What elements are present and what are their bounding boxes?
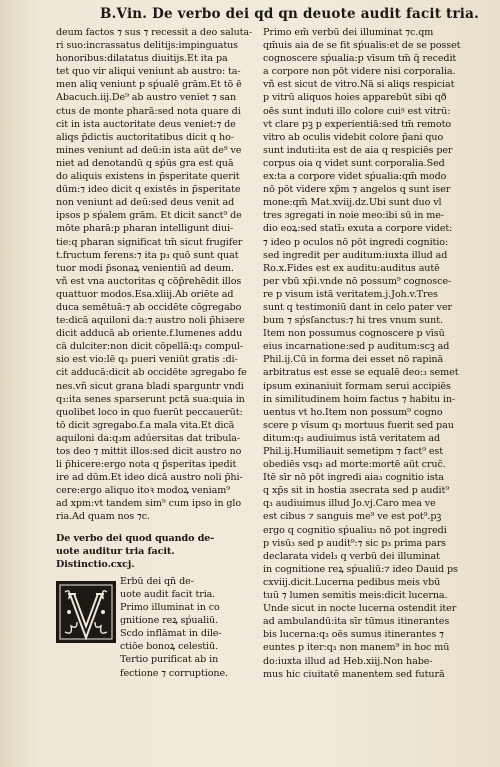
text-line: do aliquis existens in p̄speritate querit <box>56 171 240 183</box>
text-line: ctus de monte pharā:sed nota quare di <box>56 105 241 117</box>
text-line: qm̄uis aia de se fit sṕualis:et de se posset <box>263 40 461 52</box>
text-line: q₃:ita senes sparserunt pctā sua:quia in <box>56 393 245 405</box>
text-line: q xp̄s sit in hostia ɜsecrata sed p audit⁹ <box>263 485 449 497</box>
text-line: ria.Ad quam nos ⁊c. <box>56 511 150 523</box>
text-line: aquiloni da:q₃m adúersitas dat tribula- <box>56 432 241 444</box>
text-line: vitro ab oculis videbit colore p̄ani quo <box>263 131 444 143</box>
text-line: deum factos ⁊ sus ⁊ recessit a deo saluta- <box>56 27 253 38</box>
text-line: dicit adducā ab oriente.f.lumenes addu <box>56 328 243 340</box>
chapter-line: Tertio purificat ab in <box>120 654 219 666</box>
text-line: q₃ audiuimus illud Jo.vj.Caro mea ve <box>263 498 436 510</box>
text-line: li p̄hicere:ergo nota q p̄speritas ipedit <box>56 459 237 471</box>
text-line: quolibet loco in quo fuerūt peccauerūt: <box>56 406 243 418</box>
text-line: niet ad denotandū q sṕūs gra est quā <box>56 157 234 169</box>
text-line: ri suo:incrassatus delitijs:impinguatus <box>56 40 238 52</box>
left-column <box>56 26 254 710</box>
text-line: sio est vio:lē q₃ pueri veniūt gratis :di- <box>56 354 238 366</box>
section-gap <box>56 524 254 532</box>
chapter-line: Scdo inflāmat in dile- <box>120 628 222 640</box>
right-column <box>263 26 469 681</box>
text-line: mus hic ciuitatē manentem sed futurā <box>263 668 445 680</box>
text-line: sunt q testimoniū dant in celo pater ver <box>263 301 453 313</box>
text-line: per vbū xp̄i.vnde nō possum⁹ cognosce- <box>263 275 452 287</box>
text-line: ergo q cognitio sṕualiu₃ nō pot ingredi <box>263 524 447 536</box>
text-line: tuū ⁊ lumen semitis meis:dicit lucerna. <box>263 590 448 602</box>
chapter-text <box>56 575 254 680</box>
heading-line: Distinctio.cxcj. <box>56 558 135 570</box>
text-line: honoribus:dilatatus diuitijs.Et ita pa <box>56 53 228 65</box>
text-line: obediēs vsq₃ ad morte:mortē aūt cruc̄. <box>263 459 446 471</box>
text-line: tuor modi p̄sonaꝝ venientiū ad deum. <box>56 262 234 274</box>
text-line: scere p vīsum q₃ mortuus fuerit sed pau <box>263 419 454 431</box>
text-line: tō dicit ɜgregabo.f.a mala vita.Et dicā <box>56 419 235 431</box>
text-line: bum ⁊ sṕsſanctus:⁊ hi tres vnum sunt. <box>263 315 443 327</box>
chapter-line: ctiōe bonoꝝ celestiū. <box>120 641 219 653</box>
text-line: ex:ta a corpore videt sṕualia:qm̄ modo <box>263 171 447 183</box>
text-line: tos deo ⁊ mittit illos:sed dicit austro no <box>56 446 242 457</box>
text-line: ire ad dūm.Et ideo dicā austro noli p̄hi- <box>56 472 243 484</box>
text-line: p vitrū aliquos hoies apparebūt sibi qð <box>263 92 447 104</box>
text-line: Abacuch.iij.De⁹ ab austro veniet ⁊ san <box>56 92 237 104</box>
chapter-line: uote audit facit tria. <box>120 588 216 600</box>
text-line: Ro.x.Fides est ex auditu:auditus autē <box>263 262 440 274</box>
text-line: tie:q pharan significat tm̄ sicut frugifer <box>56 236 243 248</box>
text-line: in cognitione reꝝ sṕualiū:⁊ ideo Dauid ps <box>263 563 458 575</box>
text-line: re p visum istā veritatem.j.Joh.v.Tres <box>263 288 438 300</box>
text-line: cognoscere sṕualia:p vīsum tm̄ q̄ recedit <box>263 53 457 65</box>
text-line: cere:ergo aliquo itoꝛ modoꝝ veniam⁹ <box>56 485 230 497</box>
text-line: uentus vt ho.Item non possum⁹ cogno <box>263 406 443 418</box>
text-line: ad ambulandū:ita sīr tūmus itinerantes <box>263 616 450 628</box>
heading-line: De verbo dei quod quando de- <box>56 532 215 544</box>
text-line: ⁊ ideo p oculos nō pōt ingredi cognitio: <box>263 236 449 248</box>
heading-line: uote auditur tria facit. <box>56 545 175 557</box>
text-line: aliqs p̄dictis auctoritatibus dicit q ho- <box>56 131 234 143</box>
text-line: Primo em̄ verbū dei illuminat ⁊c.qm <box>263 27 434 38</box>
chapter-line: gnitione reꝝ sṕualiū. <box>120 615 219 627</box>
text-line: cxviij.dicit.Lucerna pedibus meis vbū <box>263 576 441 588</box>
text-line: vñ est vna auctoritas q cōp̄rehēdit illos <box>56 275 242 287</box>
text-line: non veniunt ad deū:sed deus venit ad <box>56 197 235 209</box>
text-line: t.fructum ferens:⁊ ita p₃ quō sunt quat <box>56 249 239 261</box>
text-line: dio eoꝝ:sed statī₃ exuta a corpore videt: <box>263 223 453 235</box>
text-line: dūm:⁊ ideo dicit q existēs in p̄speritate <box>56 184 241 196</box>
chapter-line: Primo illuminat in co <box>120 602 220 614</box>
text-line: bis lucerna:q₃ oēs sumus itinerantes ⁊ <box>263 629 444 641</box>
text-line: cit adducā:dicit ab occidēte ɜgregabo fe <box>56 367 247 379</box>
text-line: ipsum exinaniuit formam serui accipiēs <box>263 380 451 392</box>
text-line: oēs sunt induti illo colore cuiꝰ est vitrū: <box>263 105 451 117</box>
text-line: cit in ista auctoritate deus veniet:⁊ de <box>56 118 236 130</box>
text-line: vñ est sicut de vitro.Nā si aliqs respiciat <box>263 79 455 91</box>
text-line: Item non possumus cognoscere p vīsū <box>263 328 445 340</box>
text-line: ditum:q₃ audiuimus istā veritatem ad <box>263 432 441 444</box>
text-line: sunt induti:ita est de aia q respiciēs per <box>263 144 453 156</box>
text-line: a corpore non pōt videre nisi corporalia. <box>263 66 456 78</box>
text-line: ipsos p sṕalem grām. Et dicit sanct⁹ de <box>56 210 242 222</box>
text-line: duca semētuā:⁊ ab occidēte cōgregabo <box>56 301 242 313</box>
text-line: mōte pharā:p pharan intelligunt diui- <box>56 223 234 235</box>
running-head: B.Vin. De verbo dei qd qn deuote audit facit tria. <box>100 6 479 22</box>
text-line: mone:qm̄ Mat.xviij.dz.Ubi sunt duo vl <box>263 197 442 209</box>
text-line: quattuor modos.Esa.xliij.Ab oriēte ad <box>56 288 234 300</box>
text-line: Itē sīr nō pōt ingredi aia₃ cognitio ista <box>263 472 444 484</box>
text-line: nes.vñ sicut grana bladi sparguntr vndi <box>56 380 244 392</box>
text-line: corpus oia q videt sunt corporalia.Sed <box>263 157 445 169</box>
text-line: tet quo vir aliqui veniunt ab austro: ta- <box>56 66 241 78</box>
chapter-opening <box>56 575 254 710</box>
text-line: ad xpm:vt tandem sim⁹ cum ipso in glo <box>56 498 242 510</box>
text-line: te:dicā aquiloni da:⁊ austro noli p̄hiɜere <box>56 315 245 327</box>
text-line: Phil.ij.Cū in forma dei esset nō rapinā <box>263 354 444 366</box>
text-line: arbitratus est esse se equalē deo:₃ semet <box>263 367 459 379</box>
text-line: declarata videl₃ q verbū dei illuminat <box>263 550 440 562</box>
right-column-text <box>263 26 469 681</box>
text-line: Unde sicut in nocte lucerna ostendit iter <box>263 603 457 615</box>
text-line: Phil.ij.Humiliauit semetipm ⁊ fact⁹ est <box>263 446 443 457</box>
text-line: euntes p iter:q₃ non manem⁹ in hoc mū <box>263 642 450 654</box>
chapter-heading <box>56 532 254 571</box>
text-line: vt clare pꝫ p experientiā:sed tm̄ remoto <box>263 118 452 130</box>
text-line: men aliq veniunt p sṕualē grām.Et tō ē <box>56 79 242 91</box>
text-line: sed ingredit per auditum:iuxta illud ad <box>263 249 448 261</box>
left-column-text <box>56 26 254 524</box>
text-line: cā dulciter:non dicit cōpellā:q₃ compul- <box>56 341 244 353</box>
text-line: eius incarnatione:sed p auditum:scꝫ ad <box>263 341 450 353</box>
chapter-line: fectione ⁊ corruptione. <box>120 667 228 679</box>
text-line: est cibus ⁊ sanguis me⁹ ve est pot⁹.pꝫ <box>263 511 442 523</box>
chapter-line: Erbū dei qn̄ de- <box>120 575 194 587</box>
text-line: tres ɜgregati in noie meo:ibi sū in me- <box>263 210 444 222</box>
text-line: do:iuxta illud ad Heb.xiij.Non habe- <box>263 655 433 667</box>
text-line: p visū₃ sed p audit⁹:⁊ sic p₃ prima pars <box>263 537 447 549</box>
text-line: in similitudinem hoim factus ⁊ habitu in- <box>263 393 456 405</box>
text-line: nō pōt videre xp̄m ⁊ angelos q sunt iser <box>263 184 451 196</box>
text-line: mines veniunt ad deū:in ista aūt de⁹ ve <box>56 144 242 156</box>
